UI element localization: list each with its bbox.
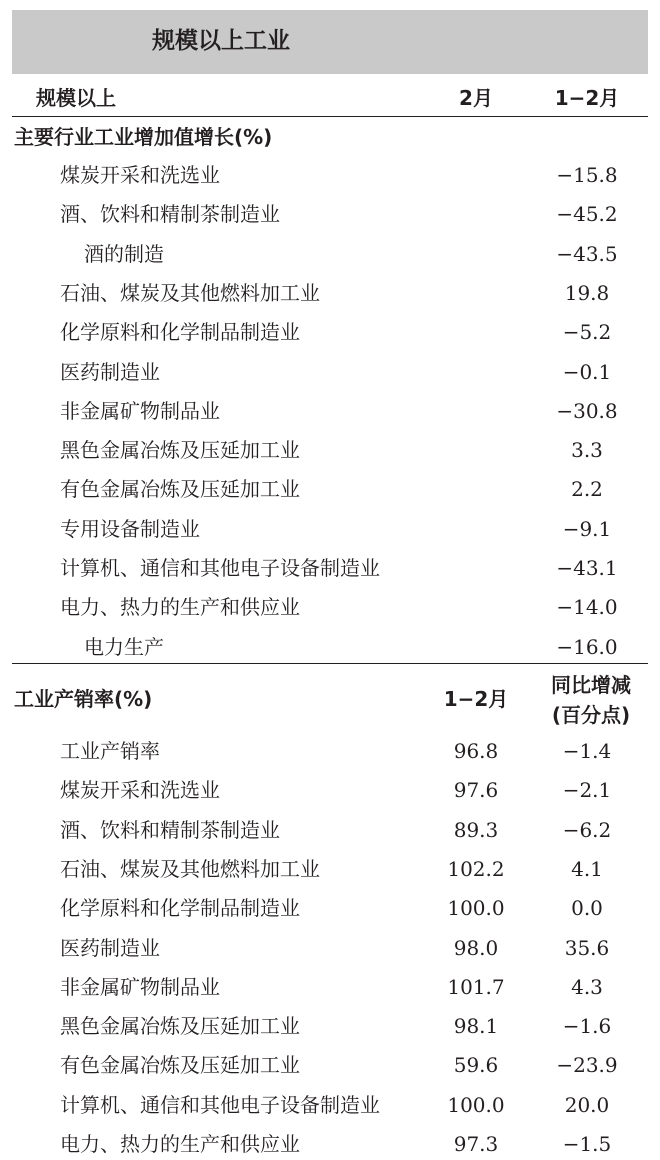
table-row-yoy: −2.1 — [562, 778, 612, 802]
header-divider — [12, 116, 648, 117]
section-divider — [12, 663, 648, 664]
header-col-jan-feb: 1−2月 — [554, 86, 620, 110]
section2-col-yoy-line2: (百分点) — [551, 703, 631, 727]
table-row-label: 石油、煤炭及其他燃料加工业 — [60, 281, 320, 305]
table-row-label: 工业产销率 — [60, 739, 160, 763]
table-row-rate: 100.0 — [447, 896, 505, 920]
table-row-yoy: 0.0 — [571, 896, 603, 920]
table-row-value: −43.5 — [556, 242, 618, 266]
table-row-value: −14.0 — [556, 595, 618, 619]
table-row-rate: 89.3 — [453, 818, 499, 842]
table-row-rate: 102.2 — [447, 857, 505, 881]
table-row-rate: 97.3 — [453, 1132, 499, 1156]
table-row-label: 黑色金属冶炼及压延加工业 — [60, 1014, 300, 1038]
table-row-value: −45.2 — [556, 202, 618, 226]
table-row-label: 酒的制造 — [84, 242, 164, 266]
table-row-rate: 98.0 — [453, 936, 499, 960]
table-row-label: 计算机、通信和其他电子设备制造业 — [60, 1093, 380, 1117]
table-row-label: 黑色金属冶炼及压延加工业 — [60, 438, 300, 462]
table-row-label: 化学原料和化学制品制造业 — [60, 896, 300, 920]
table-row-label: 酒、饮料和精制茶制造业 — [60, 818, 280, 842]
table-row-value: −5.2 — [562, 320, 612, 344]
table-row-label: 石油、煤炭及其他燃料加工业 — [60, 857, 320, 881]
table-row-value: −16.0 — [556, 635, 618, 659]
table-row-label: 煤炭开采和洗选业 — [60, 163, 220, 187]
table-row-value: −15.8 — [556, 163, 618, 187]
section2-heading: 工业产销率(%) — [14, 687, 153, 711]
table-row-label: 电力、热力的生产和供应业 — [60, 595, 300, 619]
table-row-rate: 101.7 — [447, 975, 505, 999]
table-row-yoy: −23.9 — [556, 1053, 618, 1077]
section2-col-yoy-line1: 同比增减 — [551, 673, 631, 697]
table-row-value: 3.3 — [571, 438, 603, 462]
table-row-yoy: 4.3 — [571, 975, 603, 999]
table-row-label: 医药制造业 — [60, 936, 160, 960]
table-row-yoy: 4.1 — [571, 857, 603, 881]
table-row-label: 化学原料和化学制品制造业 — [60, 320, 300, 344]
section1-heading: 主要行业工业增加值增长(%) — [14, 125, 273, 149]
table-row-label: 电力、热力的生产和供应业 — [60, 1132, 300, 1156]
table-row-rate: 59.6 — [453, 1053, 499, 1077]
section2-col-jan-feb: 1−2月 — [443, 687, 509, 711]
table-row-rate: 97.6 — [453, 778, 499, 802]
table-row-label: 有色金属冶炼及压延加工业 — [60, 1053, 300, 1077]
table-row-yoy: 20.0 — [564, 1093, 610, 1117]
table-row-label: 电力生产 — [84, 635, 164, 659]
table-row-rate: 100.0 — [447, 1093, 505, 1117]
table-row-label: 非金属矿物制品业 — [60, 399, 220, 423]
header-label: 规模以上 — [36, 86, 116, 110]
table-row-label: 酒、饮料和精制茶制造业 — [60, 202, 280, 226]
table-row-label: 专用设备制造业 — [60, 517, 200, 541]
table-row-value: −9.1 — [562, 517, 612, 541]
table-row-label: 医药制造业 — [60, 360, 160, 384]
table-row-yoy: −6.2 — [562, 818, 612, 842]
table-row-yoy: −1.6 — [562, 1014, 612, 1038]
title-bar — [12, 10, 648, 74]
table-row-yoy: 35.6 — [564, 936, 610, 960]
table-row-rate: 96.8 — [453, 739, 499, 763]
header-col-feb: 2月 — [459, 86, 493, 110]
page-title: 规模以上工业 — [152, 28, 290, 54]
table-row-label: 煤炭开采和洗选业 — [60, 778, 220, 802]
table-row-yoy: −1.4 — [562, 739, 612, 763]
table-row-value: −43.1 — [556, 556, 618, 580]
table-row-yoy: −1.5 — [562, 1132, 612, 1156]
table-row-value: 2.2 — [571, 477, 603, 501]
table-row-label: 有色金属冶炼及压延加工业 — [60, 477, 300, 501]
table-row-value: 19.8 — [564, 281, 610, 305]
table-row-label: 计算机、通信和其他电子设备制造业 — [60, 556, 380, 580]
table-row-rate: 98.1 — [453, 1014, 499, 1038]
table-row-value: −0.1 — [562, 360, 612, 384]
table-row-label: 非金属矿物制品业 — [60, 975, 220, 999]
table-row-value: −30.8 — [556, 399, 618, 423]
